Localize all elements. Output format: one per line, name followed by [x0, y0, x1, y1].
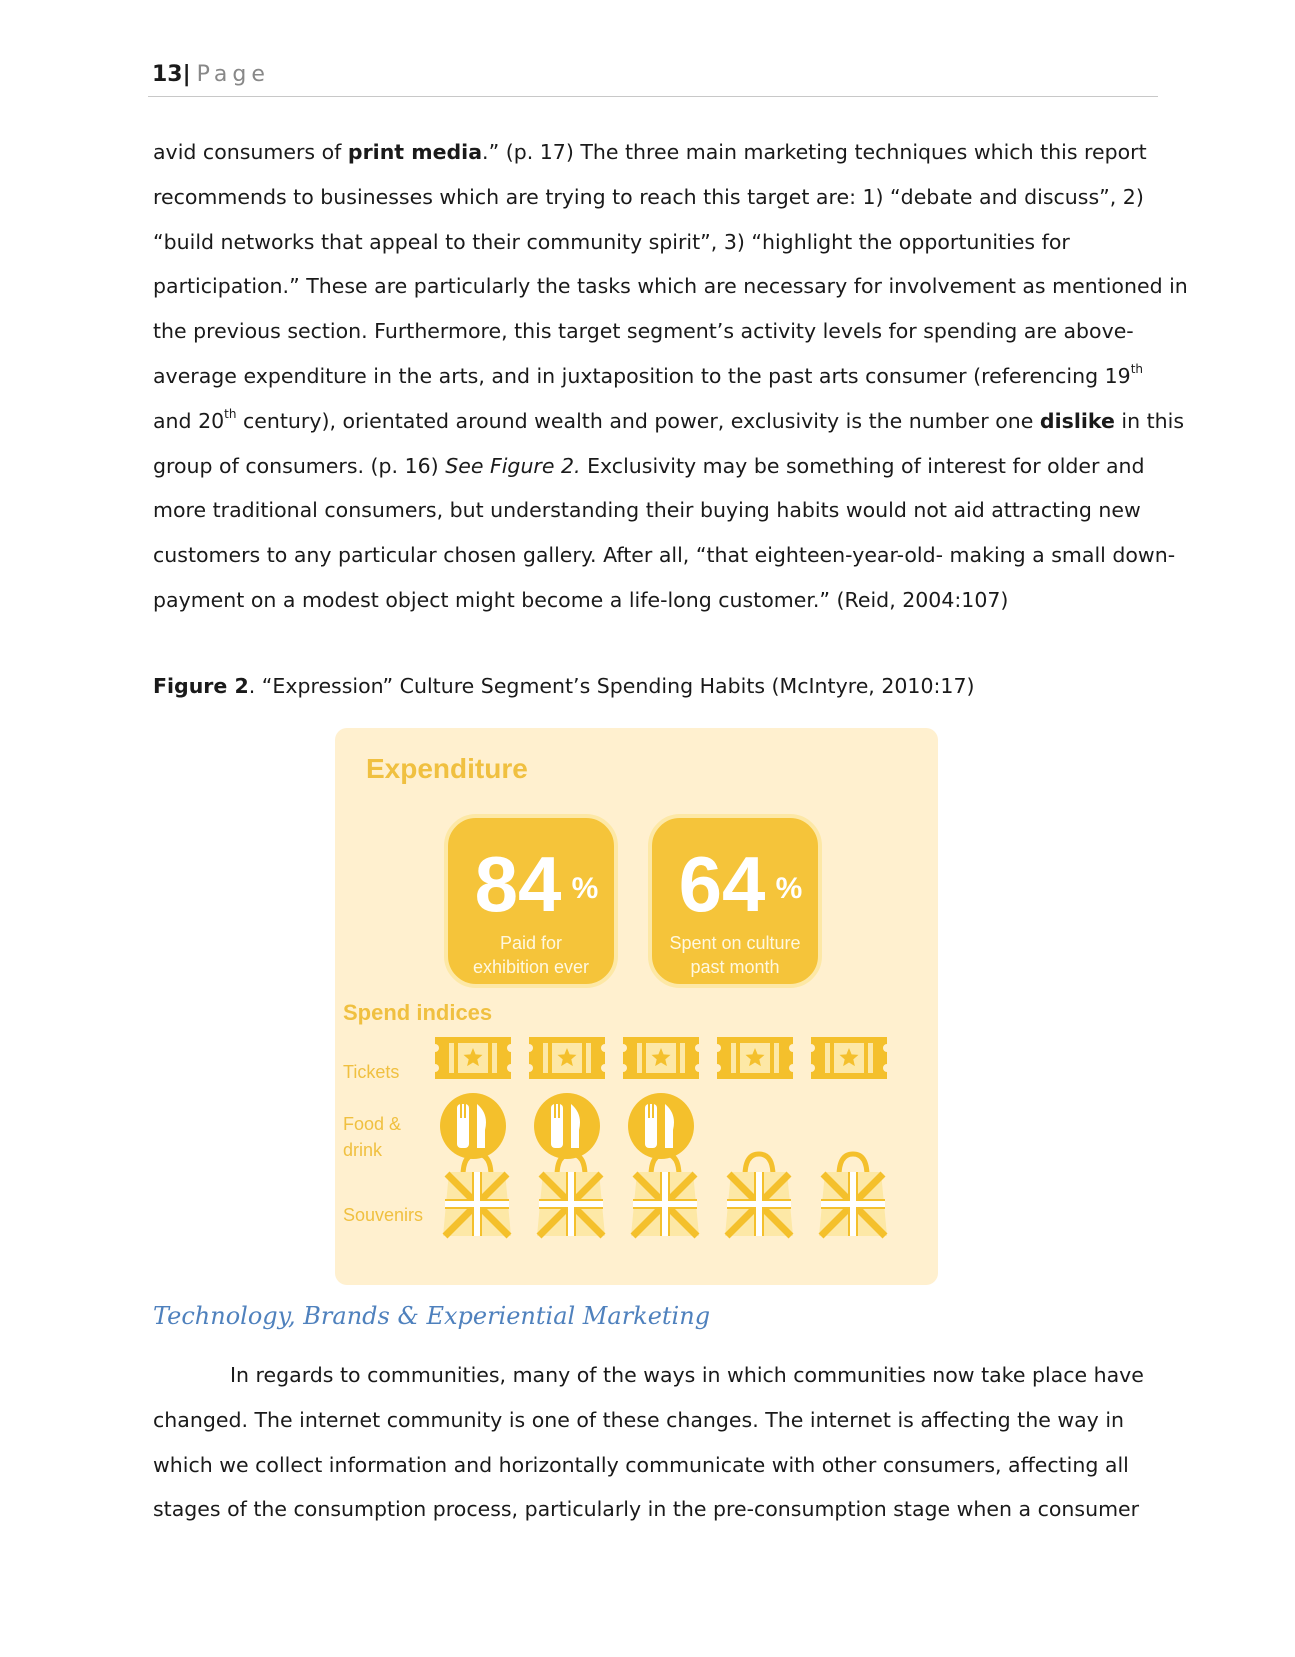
text-line: average expenditure in the arts, and in juxtaposition to the past arts consumer (referencing 19th	[153, 361, 1143, 388]
stat-label-line2: past month	[690, 957, 780, 977]
header-rule	[148, 96, 1158, 97]
text-line: payment on a modest object might become a life-long customer.” (Reid, 2004:107)	[153, 587, 1009, 612]
page-number: 13|	[152, 62, 191, 87]
plate-icon	[440, 1093, 506, 1159]
row-label-tickets: Tickets	[343, 1062, 400, 1082]
page-word: Page	[196, 62, 270, 87]
stat-unit: %	[571, 872, 599, 905]
figure-caption: Figure 2. “Expression” Culture Segment’s Spending Habits (McIntyre, 2010:17)	[153, 674, 975, 698]
row-label-souvenirs: Souvenirs	[343, 1205, 424, 1225]
stat-label-line2: exhibition ever	[472, 957, 590, 977]
text-line: customers to any particular chosen gallery. After all, “that eighteen-year-old- making a small down-	[153, 543, 1176, 568]
stat-label-line1: Spent on culture	[669, 933, 801, 953]
stat-label-line1: Paid for	[499, 933, 563, 953]
spend-indices-title: Spend indices	[343, 1000, 493, 1025]
stat-unit: %	[775, 872, 803, 905]
body-paragraph-2	[153, 1353, 1153, 1532]
figure-label: Figure 2	[153, 674, 249, 698]
stat-value: 84	[474, 840, 562, 928]
ticket-icon	[807, 1037, 891, 1079]
page-header	[152, 62, 270, 87]
plate-icon	[534, 1093, 600, 1159]
expenditure-title: Expenditure	[366, 753, 528, 784]
row-label-food: Food &	[343, 1114, 402, 1134]
text-line: participation.” These are particularly the tasks which are necessary for involvement as mentioned in	[153, 274, 1188, 299]
section-heading: Technology, Brands & Experiential Marketing	[153, 1302, 711, 1330]
row-label-food-2: drink	[343, 1140, 383, 1160]
ticket-icon	[713, 1037, 797, 1079]
text-line: group of consumers. (p. 16) See Figure 2. Exclusivity may be something of interest for older and	[153, 453, 1145, 478]
expenditure-infographic	[335, 728, 938, 1285]
text-line: changed. The internet community is one of these changes. The internet is affecting the way in	[153, 1407, 1125, 1432]
stat-badge-exhibition	[446, 816, 616, 986]
text-line: stages of the consumption process, particularly in the pre-consumption stage when a consumer	[153, 1497, 1140, 1522]
ticket-icon	[525, 1037, 609, 1079]
stat-badge-culture	[650, 816, 820, 986]
stat-value: 64	[678, 840, 766, 928]
body-paragraph-1	[153, 130, 1188, 623]
ticket-icon	[619, 1037, 703, 1079]
text-line: recommends to businesses which are trying to reach this target are: 1) “debate and discuss”, 2)	[153, 184, 1144, 209]
text-line: more traditional consumers, but understanding their buying habits would not aid attracting new	[153, 498, 1141, 523]
text-line: “build networks that appeal to their community spirit”, 3) “highlight the opportunities for	[153, 229, 1070, 254]
ticket-icon	[431, 1037, 515, 1079]
text-line: which we collect information and horizontally communicate with other consumers, affecting all	[153, 1452, 1129, 1477]
figure-reference: See Figure 2.	[445, 453, 581, 478]
text-line: the previous section. Furthermore, this target segment’s activity levels for spending are above-	[153, 319, 1134, 344]
text-line: and 20th century), orientated around wealth and power, exclusivity is the number one dislike in this	[153, 406, 1185, 433]
text-line: In regards to communities, many of the ways in which communities now take place have	[230, 1363, 1144, 1387]
plate-icon	[628, 1093, 694, 1159]
text-line: avid consumers of print media.” (p. 17) The three main marketing techniques which this report	[153, 140, 1147, 164]
